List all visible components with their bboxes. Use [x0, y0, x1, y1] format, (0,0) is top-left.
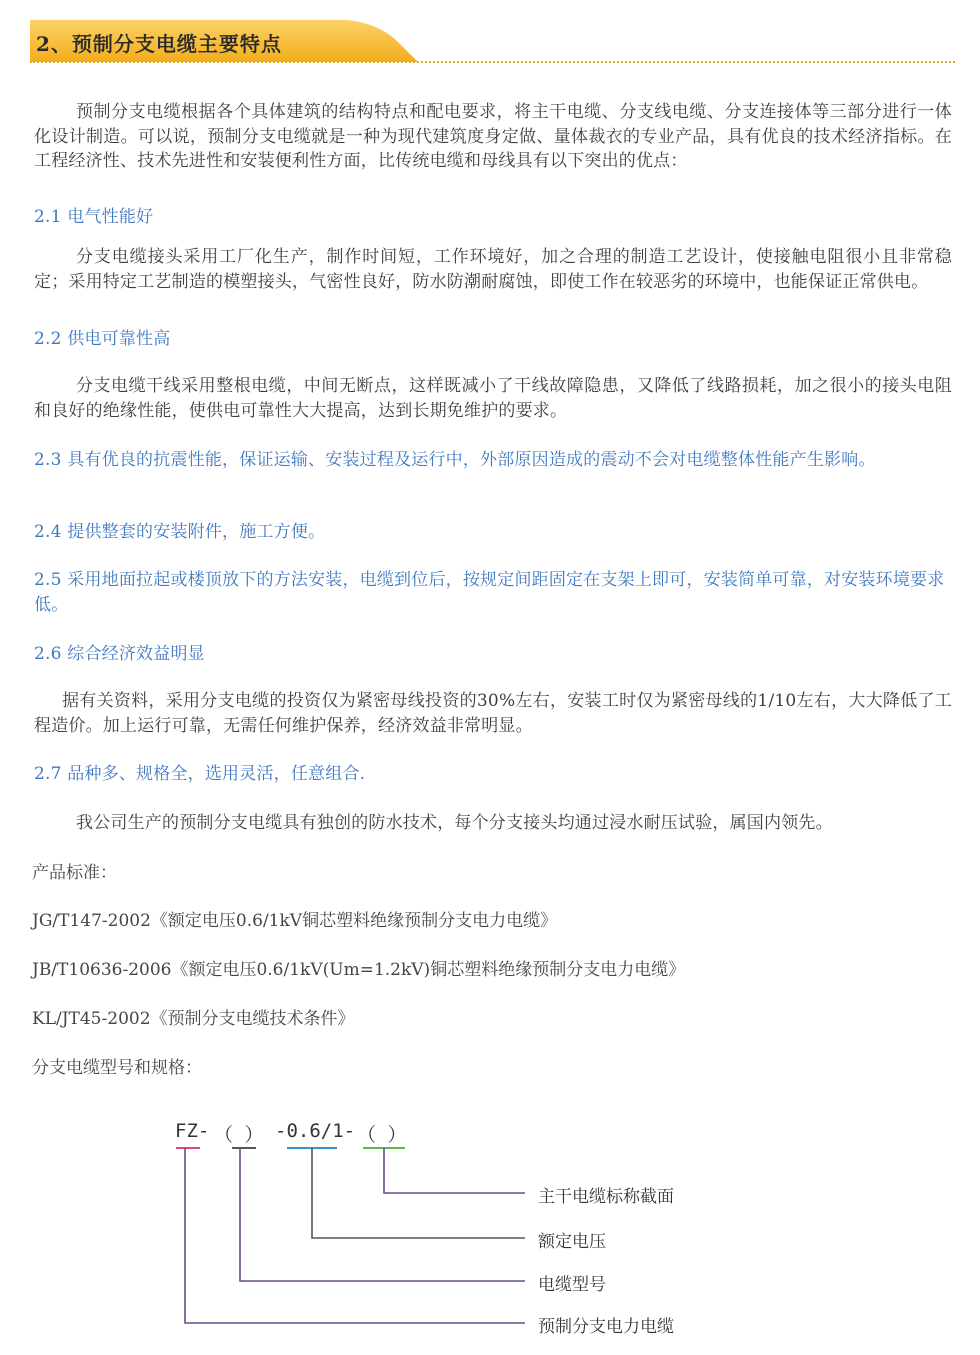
heading-2-5: 2.5 采用地面拉起或楼顶放下的方法安装，电缆到位后，按规定间距固定在支架上即可，安装简单可靠，对安装环境要求低。 — [34, 570, 945, 615]
paragraph-2-1: 分支电缆接头采用工厂化生产，制作时间短，工作环境好，加之合理的制造工艺设计，使接触电阻很小且非常稳定；采用特定工艺制造的模塑接头，气密性良好，防水防潮耐腐蚀，即使工作在较恶劣的环境中，也能保证正常供电。 — [34, 247, 952, 292]
heading-2-6: 2.6 综合经济效益明显 — [34, 644, 205, 664]
fz-connector — [185, 1148, 525, 1323]
model-type-placeholder: （ ） — [214, 1124, 264, 1146]
model-section-placeholder: （ ） — [357, 1124, 407, 1146]
intro-paragraph: 预制分支电缆根据各个具体建筑的结构特点和配电要求，将主干电缆、分支线电缆、分支连接体等三部分进行一体化设计制造。可以说，预制分支电缆就是一种为现代建筑度身定做、量体裁衣的专业产品，具有优良的技术经济指标。在工程经济性、技术先进性和安装便利性方面，比传统电缆和母线具有以下突出的优点： — [34, 102, 952, 171]
standard-item: KL/JT45-2002《预制分支电缆技术条件》 — [32, 1009, 355, 1029]
paragraph-2-6: 据有关资料，采用分支电缆的投资仅为紧密母线投资的30%左右，安装工时仅为紧密母线的1/10左右，大大降低了工程造价。加上运行可靠，无需任何维护保养，经济效益非常明显。 — [34, 691, 952, 736]
heading-2-3: 2.3 具有优良的抗震性能，保证运输、安装过程及运行中，外部原因造成的震动不会对电缆整体性能产生影响。 — [34, 450, 876, 470]
model-prefix: FZ- — [175, 1120, 210, 1142]
label-cable-type: 电缆型号 — [538, 1275, 606, 1295]
label-main-cross-section: 主干电缆标称截面 — [538, 1187, 674, 1207]
model-spec-label: 分支电缆型号和规格： — [32, 1058, 202, 1078]
heading-2-7: 2.7 品种多、规格全，选用灵活，任意组合. — [34, 764, 366, 784]
section-title: 2、预制分支电缆主要特点 — [36, 32, 282, 56]
heading-2-4: 2.4 提供整套的安装附件，施工方便。 — [34, 522, 326, 542]
label-prefab-branch-cable: 预制分支电力电缆 — [538, 1317, 674, 1337]
standards-label: 产品标准： — [32, 863, 117, 883]
heading-2-1: 2.1 电气性能好 — [34, 207, 154, 227]
model-voltage: -0.6/1- — [275, 1120, 356, 1142]
label-rated-voltage: 额定电压 — [538, 1232, 606, 1252]
standard-item: JG/T147-2002《额定电压0.6/1kV铜芯塑料绝缘预制分支电力电缆》 — [32, 911, 558, 931]
type-connector — [240, 1148, 525, 1281]
standard-item: JB/T10636-2006《额定电压0.6/1kV(Um=1.2kV)铜芯塑料绝缘预制分支电力电缆》 — [32, 960, 686, 980]
paragraph-2-2: 分支电缆干线采用整根电缆，中间无断点，这样既减小了干线故障隐患，又降低了线路损耗，加之很小的接头电阻和良好的绝缘性能，使供电可靠性大大提高，达到长期免维护的要求。 — [34, 376, 952, 421]
waterproof-paragraph: 我公司生产的预制分支电缆具有独创的防水技术，每个分支接头均通过浸水耐压试验，属国内领先。 — [76, 813, 833, 833]
section-connector — [384, 1148, 525, 1193]
heading-2-2: 2.2 供电可靠性高 — [34, 329, 171, 349]
